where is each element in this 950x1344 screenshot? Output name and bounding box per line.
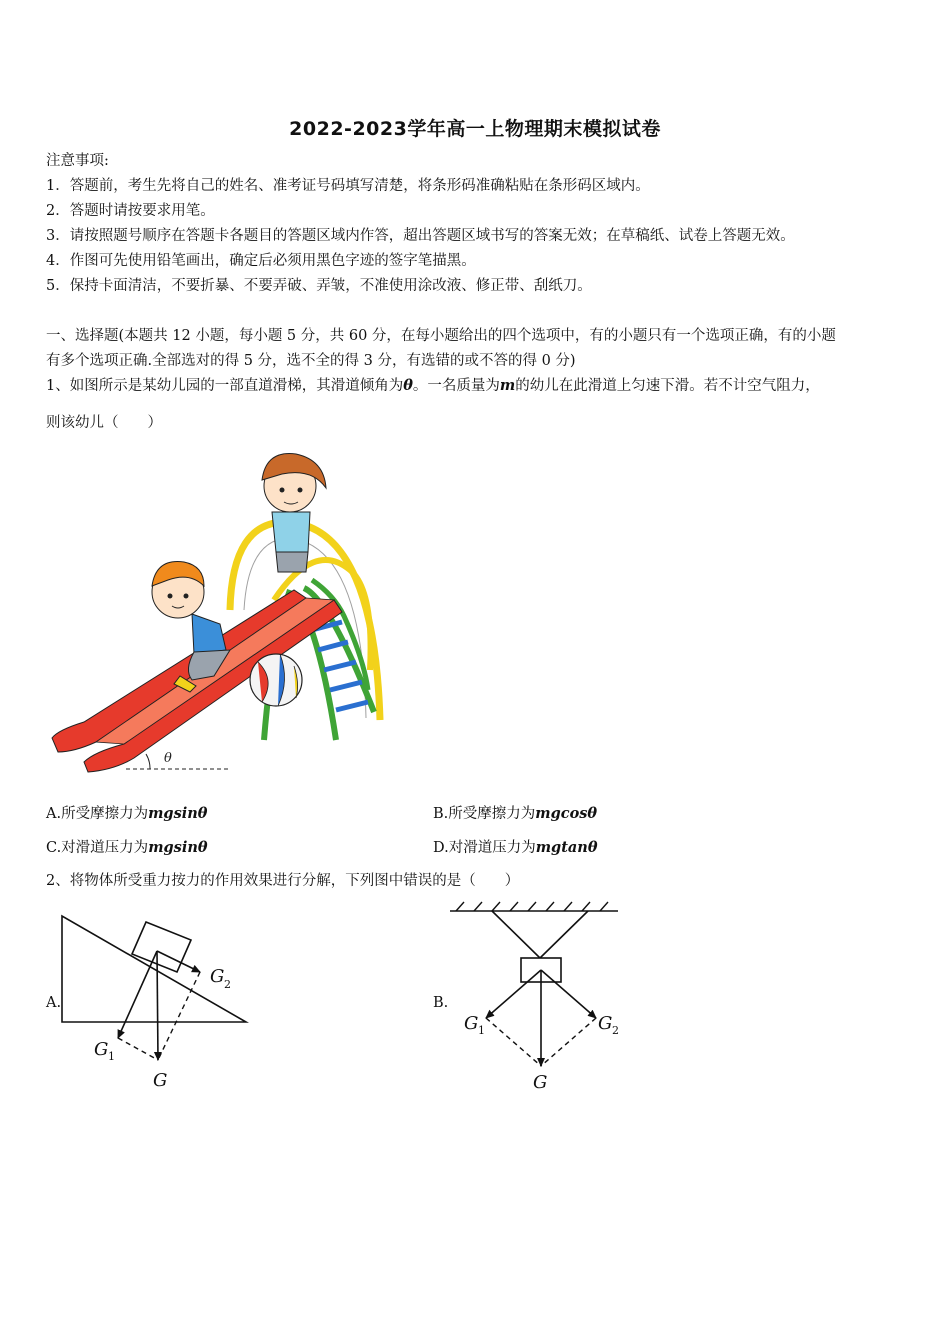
- option-c[interactable]: [46, 838, 208, 858]
- question-1-stem: [46, 376, 820, 396]
- option-d-label: D.对滑道压力为: [433, 840, 536, 856]
- question-1-stem-part: 1、如图所示是某幼儿园的一部直道滑梯，其滑道倾角为: [46, 378, 404, 394]
- arrow-g2: [541, 970, 596, 1018]
- notice-heading: 注意事项:: [46, 153, 109, 169]
- label-g1-sub: 1: [478, 1024, 485, 1037]
- question-1-stem-line2: 则该幼儿（ ）: [46, 415, 162, 431]
- rope-right: [540, 911, 588, 958]
- option-a-label: A.所受摩擦力为: [46, 806, 149, 822]
- label-g2: G: [598, 1013, 613, 1034]
- arrow-g1: [486, 970, 541, 1018]
- slide-illustration: [44, 440, 389, 785]
- q2-option-a-label[interactable]: A.: [46, 995, 62, 1011]
- question-2-stem: 2、将物体所受重力按力的作用效果进行分解，下列图中错误的是（ ）: [46, 873, 520, 889]
- angle-arc: [146, 754, 150, 769]
- figure-a-incline: [58, 910, 258, 1095]
- notice-item: 5．保持卡面清洁，不要折暴、不要弄破、弄皱，不准使用涂改液、修正带、刮纸刀。: [46, 278, 592, 294]
- label-g2-sub: 2: [612, 1024, 619, 1037]
- mass-symbol: m: [499, 377, 516, 394]
- label-g1: G: [94, 1039, 109, 1060]
- arrow-g: [157, 951, 158, 1060]
- option-a[interactable]: [46, 804, 207, 824]
- dashed-line: [118, 1038, 158, 1060]
- option-b-formula: mgcosθ: [535, 805, 598, 822]
- notice-item: 2．答题时请按要求用笔。: [46, 203, 215, 219]
- notice-item: 3．请按照题号顺序在答题卡各题目的答题区域内作答，超出答题区域书写的答案无效；在草稿纸、试卷上答题无效。: [46, 228, 795, 244]
- label-g1-sub: 1: [108, 1050, 115, 1063]
- option-a-formula: mgsinθ: [148, 805, 208, 822]
- dashed-line: [158, 972, 200, 1060]
- theta-symbol: θ: [403, 377, 413, 394]
- label-g1: G: [464, 1013, 479, 1034]
- dashed-line: [486, 1018, 541, 1066]
- question-1-stem-part: 的幼儿在此滑道上匀速下滑。若不计空气阻力，: [515, 378, 820, 394]
- notice-item: 4．作图可先使用铅笔画出，确定后必须用黑色字迹的签字笔描黑。: [46, 253, 476, 269]
- label-g: G: [533, 1072, 548, 1093]
- arrow-g1: [118, 951, 157, 1038]
- ball: [250, 654, 302, 706]
- option-b-label: B.所受摩擦力为: [433, 806, 536, 822]
- option-b[interactable]: [433, 804, 597, 824]
- section-heading-line2: 有多个选项正确.全部选对的得 5 分，选不全的得 3 分，有选错的或不答的得 0 分): [46, 353, 576, 369]
- theta-label: θ: [164, 751, 172, 766]
- q2-option-b-label[interactable]: B.: [433, 995, 449, 1011]
- label-g: G: [153, 1070, 168, 1091]
- label-g2: G: [210, 966, 225, 987]
- option-d-formula: mgtanθ: [535, 839, 598, 856]
- block: [132, 922, 191, 972]
- question-1-stem-part: 。一名质量为: [412, 378, 500, 394]
- notice-item: 1．答题前，考生先将自己的姓名、准考证号码填写清楚，将条形码准确粘贴在条形码区域内。: [46, 178, 650, 194]
- option-c-formula: mgsinθ: [148, 839, 208, 856]
- option-d[interactable]: [433, 838, 598, 858]
- option-c-label: C.对滑道压力为: [46, 840, 149, 856]
- rope-left: [492, 911, 540, 958]
- child-standing: [262, 454, 326, 572]
- section-heading-line1: 一、选择题(本题共 12 小题，每小题 5 分，共 60 分，在每小题给出的四个选项中，有的小题只有一个选项正确，有的小题: [46, 328, 836, 344]
- page-title: 2022-2023学年高一上物理期末模拟试卷: [289, 118, 661, 140]
- figure-b-hanging: [448, 898, 628, 1098]
- label-g2-sub: 2: [224, 978, 231, 991]
- ceiling-hatch: [456, 902, 608, 911]
- dashed-line: [541, 1018, 596, 1066]
